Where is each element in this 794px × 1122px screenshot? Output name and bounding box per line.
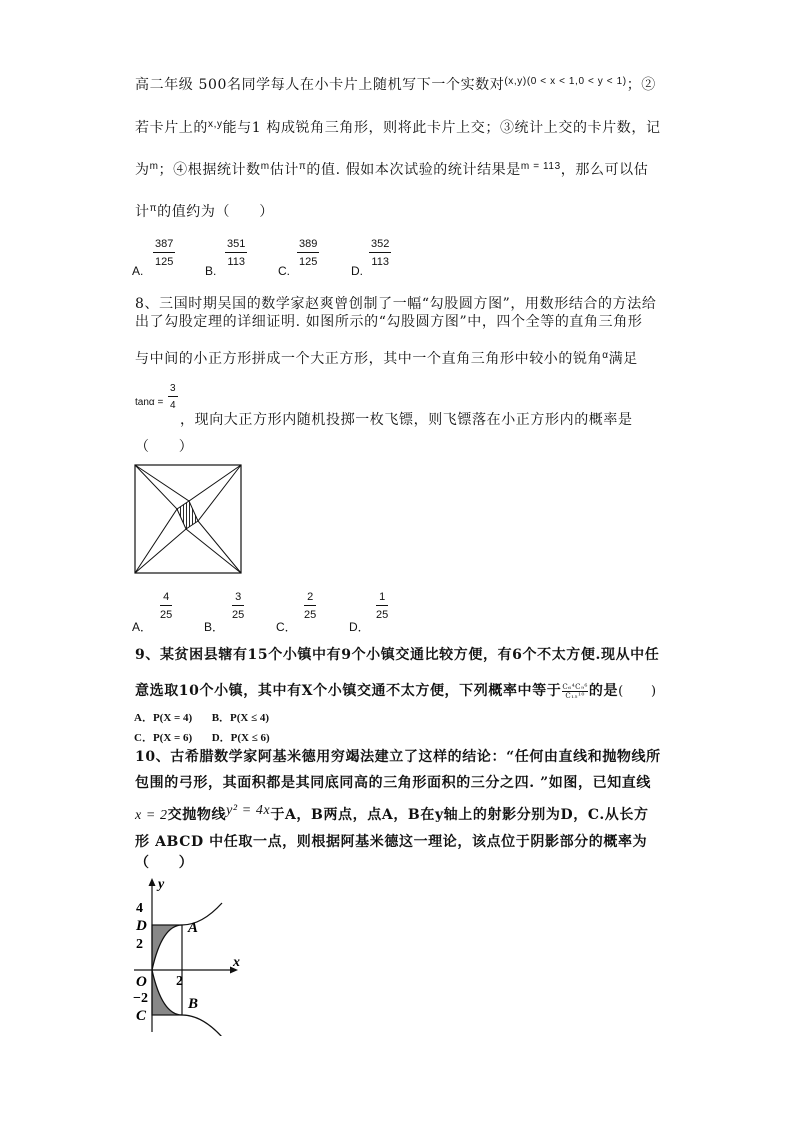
numerator: 387 xyxy=(153,238,175,253)
q7-text: 高二年级 500名同学每人在小卡片上随机写下一个实数对 xyxy=(135,77,505,93)
q8-line-5: （ ） xyxy=(135,439,194,455)
point-b-label: B xyxy=(188,996,199,1012)
y-axis-label: y xyxy=(158,877,165,892)
q7-line-4 xyxy=(135,201,274,221)
q7-option-b-label: B. xyxy=(205,264,217,278)
q10-line-1: 10、古希腊数学家阿基米德用穷竭法建立了这样的结论：“任何由直线和抛物线所 xyxy=(135,749,661,765)
q8-line-2: 出了勾股定理的详细证明. 如图所示的“勾股圆方图”中，四个全等的直角三角形 xyxy=(135,314,643,330)
q10-line-2: 包围的弓形，其面积都是其同底同高的三角形面积的三分之四. ”如图，已知直线 xyxy=(135,775,651,791)
y-tick-neg2: −2 xyxy=(133,991,148,1006)
numerator: 3 xyxy=(168,383,178,397)
q8-option-d-fraction xyxy=(376,591,388,621)
numerator: 3 xyxy=(232,591,244,606)
denominator: 25 xyxy=(376,609,389,621)
q9-text: 的是 xyxy=(588,683,619,699)
q7-text: ；④根据统计数 xyxy=(158,162,261,178)
denominator: C₁₅¹⁰ xyxy=(565,691,585,700)
q7-text: ，那么可以估 xyxy=(560,162,649,178)
q7-math-m2: m xyxy=(260,161,270,172)
q8-math-alpha: α xyxy=(602,350,609,361)
q9-text: 意选取10个小镇，其中有X个小镇交通不太方便，下列概率中等于 xyxy=(135,683,562,699)
q10-text: 交抛物线 xyxy=(167,807,227,823)
q8-option-a-label: A． xyxy=(132,620,153,634)
q8-tan-label: tanα = xyxy=(135,397,164,408)
q7-option-a-fraction xyxy=(153,238,175,268)
q7-math-pair: (x,y)(0 < x < 1,0 < y < 1) xyxy=(504,76,627,87)
q8-text: 与中间的小正方形拼成一个大正方形，其中一个直角三角形中较小的锐角 xyxy=(135,351,603,367)
q8-line-4: ，现向大正方形内随机投掷一枚飞镖，则飞镖落在小正方形内的概率是 xyxy=(180,412,633,428)
q9-options-row-2 xyxy=(134,729,270,745)
y-axis-arrow xyxy=(149,878,156,886)
point-a-label: A xyxy=(188,920,199,936)
q8-option-c-fraction xyxy=(304,591,316,621)
x-axis-label: x xyxy=(233,955,240,970)
q7-math-pi: π xyxy=(298,161,307,172)
parabola-graph xyxy=(132,874,252,1036)
q9-options-row-1 xyxy=(134,709,269,725)
q7-math-m-eq: m = 113 xyxy=(520,161,561,172)
denominator: 4 xyxy=(170,400,176,411)
q7-text: 若卡片上的 xyxy=(135,120,208,136)
q7-option-b-fraction xyxy=(225,238,247,268)
q7-math-xy: x,y xyxy=(208,119,223,130)
q7-text: ；② xyxy=(626,77,656,93)
q9-option-a: A．P(X = 4) xyxy=(134,712,193,724)
q7-option-c-fraction xyxy=(297,238,319,268)
shaded-region-top xyxy=(152,925,182,970)
q8-line-1: 8、三国时期吴国的数学家赵爽曾创制了一幅“勾股圆方图”，用数形结合的方法给 xyxy=(135,296,657,312)
y-tick-4: 4 xyxy=(136,901,143,916)
gougu-square-diagram xyxy=(134,464,242,574)
denominator: 25 xyxy=(232,609,245,621)
denominator: 25 xyxy=(160,609,173,621)
q7-line-1 xyxy=(135,74,656,94)
numerator: 4 xyxy=(160,591,172,606)
q7-text: 估计 xyxy=(269,162,299,178)
q10-line-4: 形 ABCD 中任取一点，则根据阿基米德这一理论，该点位于阴影部分的概率为 xyxy=(135,834,648,850)
q7-option-d-fraction xyxy=(369,238,391,268)
denominator: 113 xyxy=(371,256,389,268)
q10-math-x-eq: x = 2 xyxy=(135,808,168,823)
q10-math-parabola: y² = 4x xyxy=(226,803,271,818)
origin-label: O xyxy=(136,974,147,990)
q9-option-d: D．P(X ≤ 6) xyxy=(211,732,270,744)
numerator: 1 xyxy=(376,591,388,606)
denominator: 113 xyxy=(227,256,245,268)
q8-option-b-label: B． xyxy=(204,620,225,634)
q7-text: 能与1 构成锐角三角形，则将此卡片上交；③统计上交的卡片数，记 xyxy=(222,120,661,136)
q8-line-3 xyxy=(135,348,638,368)
q7-option-d-label: D. xyxy=(351,264,363,278)
q7-line-2 xyxy=(135,117,661,137)
q7-text: 的值约为（ ） xyxy=(157,204,274,220)
denominator: 25 xyxy=(304,609,317,621)
denominator: 125 xyxy=(299,256,318,268)
y-tick-2: 2 xyxy=(136,937,143,952)
point-c-label: C xyxy=(136,1008,147,1024)
q7-text: 计 xyxy=(135,204,150,220)
q8-tan-fraction xyxy=(168,383,178,411)
q10-line-5: （ ） xyxy=(135,855,194,871)
q8-option-a-fraction xyxy=(160,591,172,621)
denominator: 125 xyxy=(155,256,174,268)
q7-line-3 xyxy=(135,159,648,179)
point-d-label: D xyxy=(136,918,147,934)
q9-combination-fraction xyxy=(562,683,588,700)
numerator: 352 xyxy=(369,238,391,253)
q9-option-b: B．P(X ≤ 4) xyxy=(211,712,270,724)
numerator: 2 xyxy=(304,591,316,606)
q10-line-3 xyxy=(135,804,649,824)
q8-option-b-fraction xyxy=(232,591,244,621)
q8-option-c-label: C． xyxy=(276,620,297,634)
q7-option-a-label: A. xyxy=(132,264,144,278)
q9-line-2 xyxy=(135,680,657,700)
q8-option-d-label: D． xyxy=(349,620,370,634)
q9-option-c: C．P(X = 6) xyxy=(134,732,193,744)
q7-text: 为 xyxy=(135,162,150,178)
numerator: 389 xyxy=(297,238,319,253)
numerator: 351 xyxy=(225,238,247,253)
q7-math-m: m xyxy=(149,161,159,172)
q9-paren: ( ) xyxy=(618,684,657,699)
x-tick-2: 2 xyxy=(176,974,183,989)
q10-text: 于A，B两点，点A，B在y轴上的射影分别为D，C.从长方 xyxy=(270,807,649,823)
q7-option-c-label: C. xyxy=(278,264,290,278)
q7-text: 的值. 假如本次试验的统计结果是 xyxy=(306,162,521,178)
q9-line-1: 9、某贫困县辖有15个小镇中有9个小镇交通比较方便，有6个不太方便.现从中任 xyxy=(135,647,660,663)
q8-text: 满足 xyxy=(608,351,638,367)
numerator: C₆⁴C₉⁶ xyxy=(562,682,588,691)
q7-math-pi: π xyxy=(149,203,158,214)
